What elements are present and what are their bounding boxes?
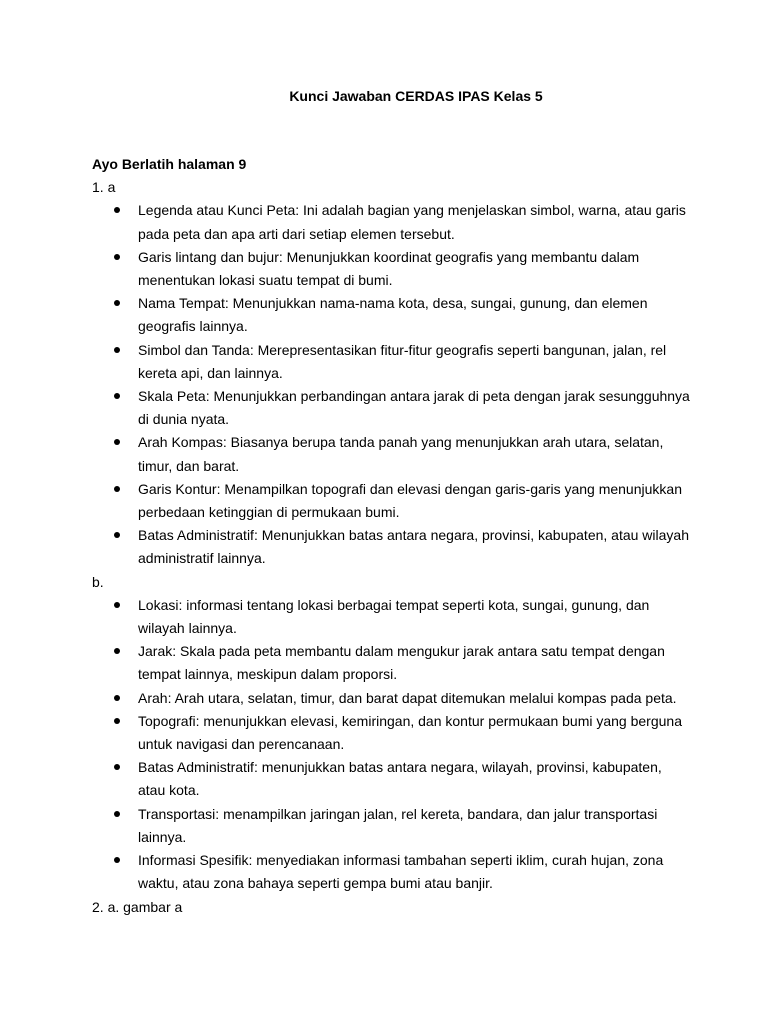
list-item	[138, 594, 692, 640]
question-1a-label: 1. a	[92, 179, 116, 196]
bullet-icon	[114, 695, 120, 701]
list-item	[138, 524, 692, 570]
list-item-text: Batas Administratif: Menunjukkan batas antara negara, provinsi, kabupaten, atau wilayah administratif lainnya.	[138, 527, 689, 567]
section-heading: Ayo Berlatih halaman 9	[92, 156, 247, 172]
bullet-icon	[114, 857, 120, 863]
bullet-icon	[114, 648, 120, 654]
list-item-text: Nama Tempat: Menunjukkan nama-nama kota, desa, sungai, gunung, dan elemen geografis lainnya.	[138, 295, 648, 335]
list-item-text: Garis lintang dan bujur: Menunjukkan koordinat geografis yang membantu dalam menentukan lokasi suatu tempat di bumi.	[138, 248, 640, 289]
bullet-icon	[114, 718, 120, 724]
question-1b-label: b.	[92, 573, 104, 590]
list-item	[138, 756, 692, 802]
bullet-icon	[114, 347, 120, 353]
list-item-text: Skala Peta: Menunjukkan perbandingan antara jarak di peta dengan jarak sesungguhnya di dunia nyata.	[138, 388, 690, 428]
question-1a-list	[92, 199, 692, 570]
list-item-text: Informasi Spesifik: menyediakan informasi tambahan seperti iklim, curah hujan, zona waktu, atau zona bahaya seperti gempa bumi atau banjir.	[138, 852, 664, 892]
list-item	[138, 339, 692, 385]
bullet-icon	[114, 254, 120, 260]
list-item-text: Arah: Arah utara, selatan, timur, dan barat dapat ditemukan melalui kompas pada peta.	[138, 689, 677, 706]
bullet-icon	[114, 532, 120, 538]
list-item	[138, 431, 692, 477]
list-item	[138, 687, 692, 710]
list-item	[138, 478, 692, 524]
question-1b-list	[92, 594, 692, 896]
list-item	[138, 199, 692, 245]
list-item-text: Legenda atau Kunci Peta: Ini adalah bagian yang menjelaskan simbol, warna, atau garis pada peta dan apa arti dari setiap elemen tersebut.	[138, 202, 686, 242]
list-item	[138, 246, 692, 292]
document-body	[92, 153, 692, 919]
list-item-text: Garis Kontur: Menampilkan topografi dan elevasi dengan garis-garis yang menunjukkan perbedaan ketinggian di permukaan bumi.	[138, 480, 682, 521]
question-2a-label: 2. a. gambar a	[92, 898, 183, 915]
list-item	[138, 640, 692, 686]
list-item	[138, 803, 692, 849]
bullet-icon	[114, 393, 120, 399]
bullet-icon	[114, 207, 120, 213]
list-item-text: Simbol dan Tanda: Merepresentasikan fitur-fitur geografis seperti bangunan, jalan, rel kereta api, dan lainnya.	[138, 341, 667, 381]
list-item	[138, 292, 692, 338]
bullet-icon	[114, 439, 120, 445]
list-item-text: Arah Kompas: Biasanya berupa tanda panah yang menunjukkan arah utara, selatan, timur, dan barat.	[138, 434, 664, 474]
list-item-text: Jarak: Skala pada peta membantu dalam mengukur jarak antara satu tempat dengan tempat lainnya, meskipun dalam proporsi.	[138, 643, 665, 683]
bullet-icon	[114, 486, 120, 492]
list-item-text: Lokasi: informasi tentang lokasi berbagai tempat seperti kota, sungai, gunung, dan wilayah lainnya.	[138, 596, 650, 637]
list-item	[138, 710, 692, 756]
list-item	[138, 849, 692, 895]
bullet-icon	[114, 764, 120, 770]
list-item-text: Batas Administratif: menunjukkan batas antara negara, wilayah, provinsi, kabupaten, atau kota.	[138, 759, 662, 799]
bullet-icon	[114, 300, 120, 306]
bullet-icon	[114, 811, 120, 817]
list-item	[138, 385, 692, 431]
list-item-text: Transportasi: menampilkan jaringan jalan, rel kereta, bandara, dan jalur transportasi lainnya.	[138, 805, 658, 845]
bullet-icon	[114, 602, 120, 608]
list-item-text: Topografi: menunjukkan elevasi, kemiringan, dan kontur permukaan bumi yang berguna untuk navigasi dan perencanaan.	[138, 712, 682, 753]
document-title: Kunci Jawaban CERDAS IPAS Kelas 5	[289, 88, 543, 104]
